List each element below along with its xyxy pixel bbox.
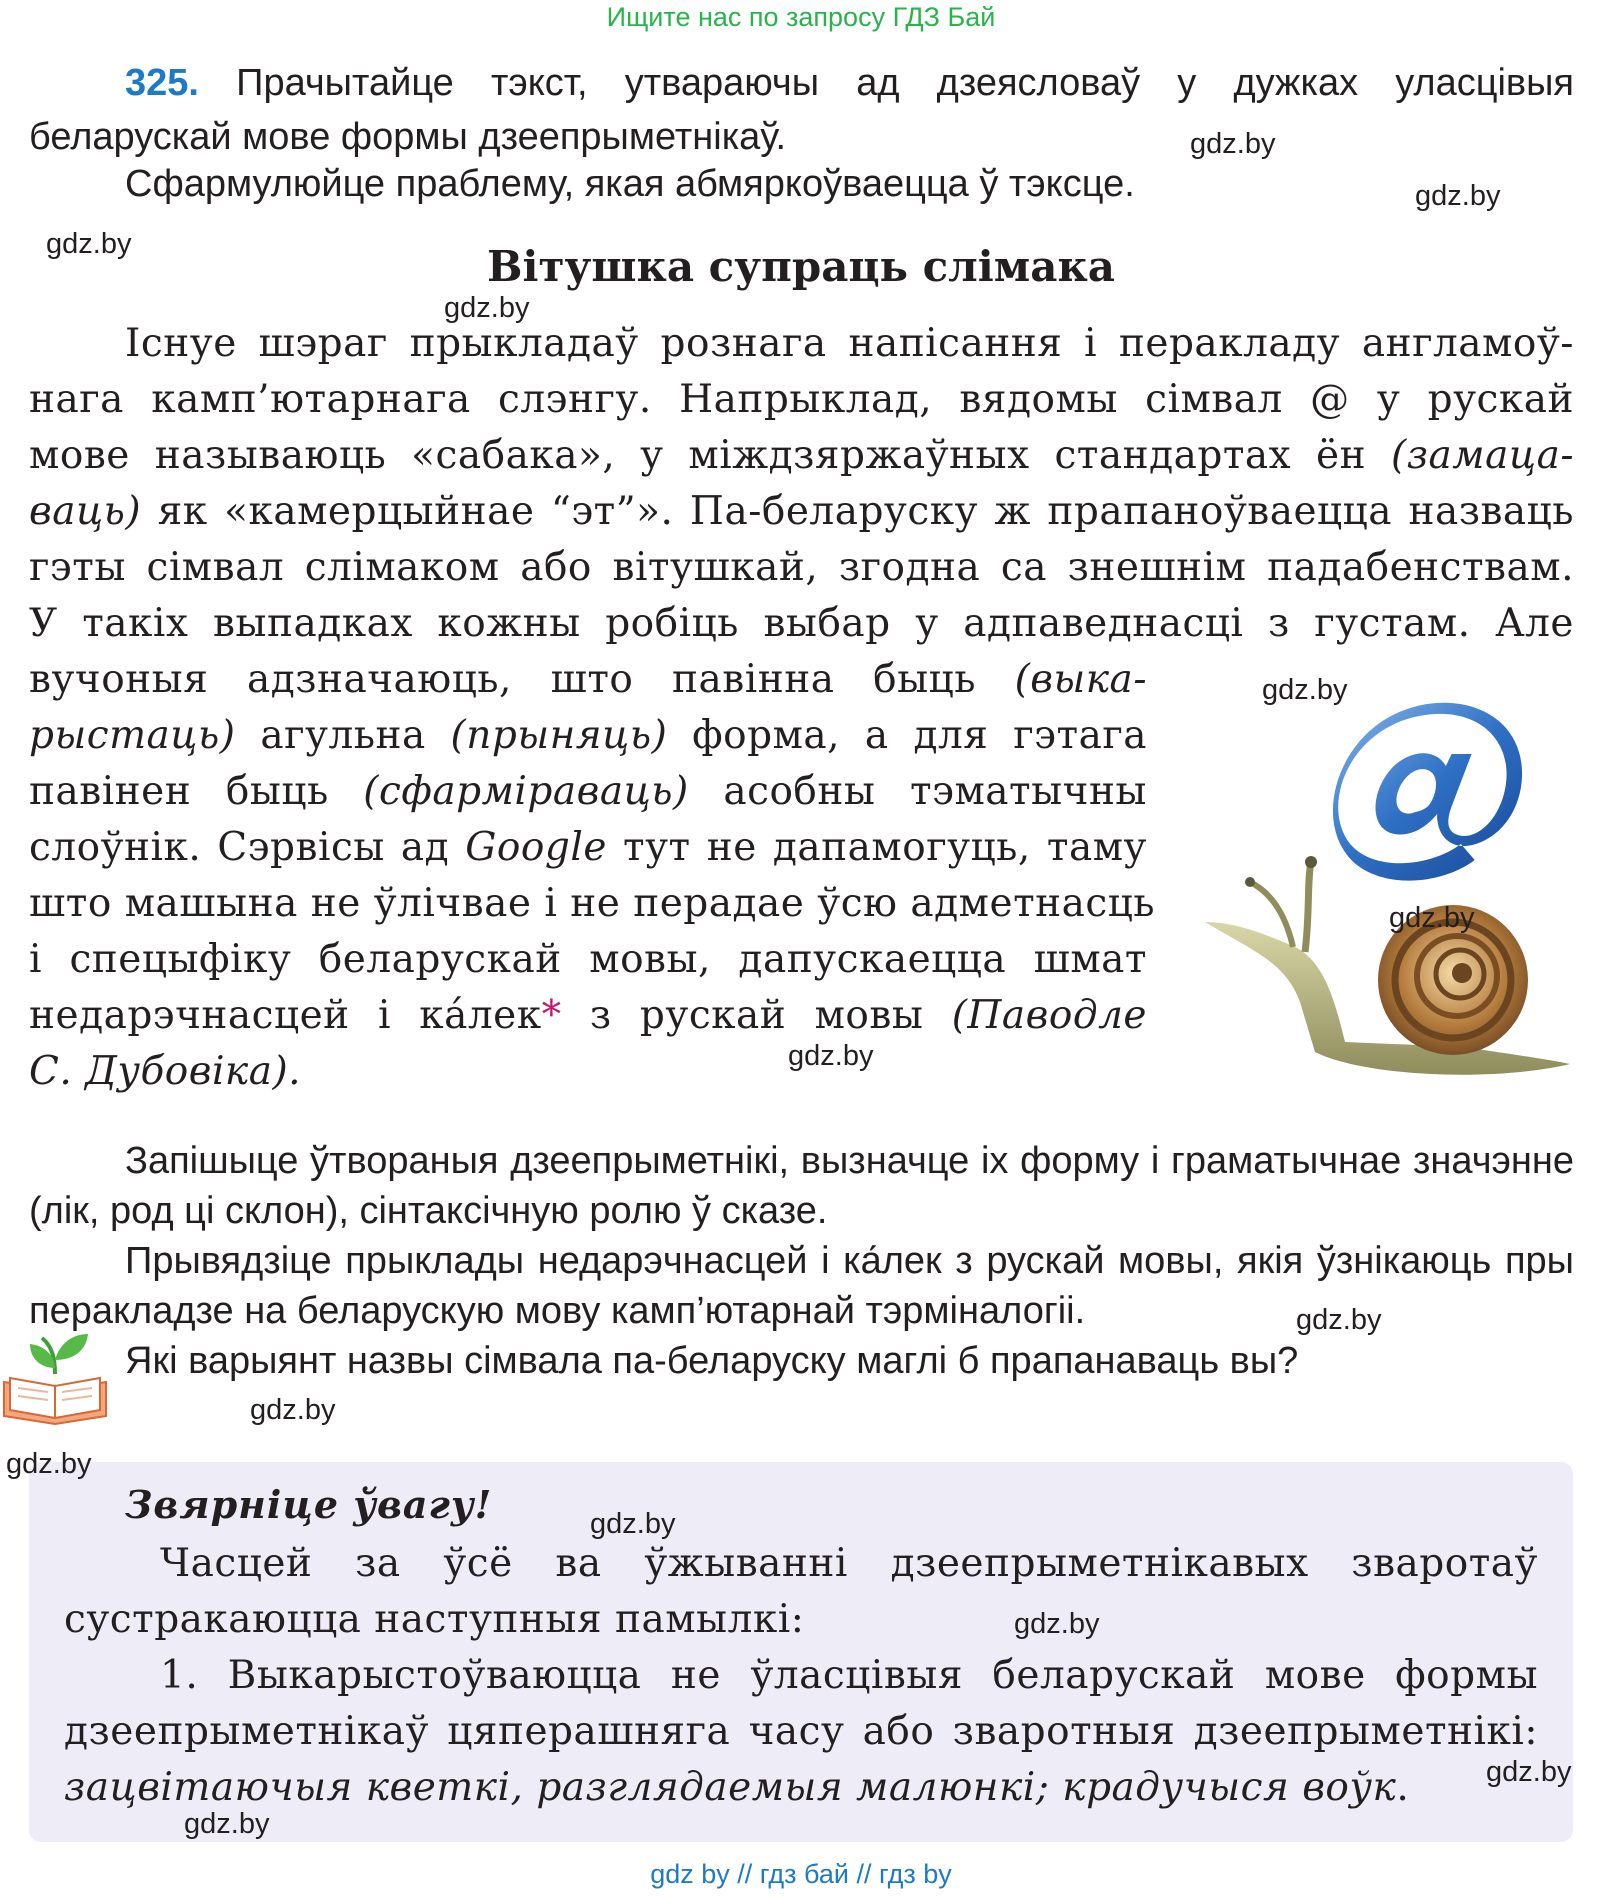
text-title: Вітушка супраць слімака xyxy=(487,242,1115,291)
watermark: gdz.by xyxy=(1415,180,1501,212)
notice-item-1: 1. Выкарыстоўваюцца не ўласцівыя беларускай мове формы дзеепрыметнікаў цяперашняга часу або зваротныя дзеепрыметнікі: зацвітаючыя кветкі, разглядаемыя малюнкі; крадучыся воўк. xyxy=(64,1653,1538,1810)
watermark: gdz.by xyxy=(1262,674,1348,706)
notice-intro: Часцей за ўсё ва ўжыванні дзеепрыметнікавых зваротаў сустракаюцца наступныя памылкі: xyxy=(64,1541,1538,1642)
snail-icon xyxy=(1195,852,1577,1092)
paragraph-line: ваць) як «камерцыйнае “эт”». Па-беларуску ж прапаноўваецца назваць xyxy=(29,489,1574,534)
notice-heading: Звярніце ўвагу! xyxy=(125,1482,493,1527)
footnote-asterisk: * xyxy=(541,993,562,1038)
watermark: gdz.by xyxy=(250,1394,336,1426)
task-instruction-1 xyxy=(29,56,1574,164)
paragraph-line: рыстаць) агульна (прыняць) форма, а для гэтага xyxy=(29,713,1148,758)
watermark: gdz.by xyxy=(1014,1608,1100,1640)
top-banner[interactable]: Ищите нас по запросу ГДЗ Бай xyxy=(606,2,996,32)
watermark: gdz.by xyxy=(590,1508,676,1540)
task-instruction-1-text: Прачытайце тэкст, утвараючы ад дзеясловаў у дужках уласцівыя беларускай мове формы дзеепрыметнікаў. xyxy=(29,62,1574,158)
paragraph-line: слоўнік. Сэрвісы ад Google тут не дапамогуць, таму xyxy=(29,825,1147,870)
paragraph-line: што машына не ўлічвае і не перадае ўсю адметнасць xyxy=(29,881,1156,926)
footer-links[interactable]: gdz by // гдз бай // гдз by xyxy=(650,1859,952,1889)
book-sprout-icon xyxy=(0,1330,110,1426)
task-instruction-2: Сфармулюйце праблему, якая абмяркоўваецца ў тэксце. xyxy=(125,163,1135,205)
paragraph-line: недарэчнасцей і ка́лек* з рускай мовы (Паводле xyxy=(29,993,1147,1038)
watermark: gdz.by xyxy=(444,292,530,324)
paragraph-line: і спецыфіку беларускай мовы, дапускаецца шмат xyxy=(29,937,1147,982)
watermark: gdz.by xyxy=(1190,128,1276,160)
watermark: gdz.by xyxy=(184,1808,270,1840)
paragraph-line: Існуе шэраг прыкладаў рознага напісання і перакладу англамоў- xyxy=(125,321,1574,366)
notice-examples: зацвітаючыя кветкі, разглядаемыя малюнкі; крадучыся воўк xyxy=(64,1765,1397,1810)
paragraph-line: нага камп’ютарнага слэнгу. Напрыклад, вядомы сімвал @ у рускай xyxy=(29,377,1574,422)
watermark: gdz.by xyxy=(788,1040,874,1072)
task-followup-1: Запішыце ўтвораныя дзеепрыметнікі, вызначце іх форму і граматычнае значэнне (лік, род ці склон), сінтаксічную ролю ў сказе. xyxy=(29,1140,1574,1232)
watermark: gdz.by xyxy=(1486,1756,1572,1788)
paragraph-narrow xyxy=(29,652,1156,1100)
paragraph-line: гэты сімвал слімаком або вітушкай, згодна са знешнім падабенствам. xyxy=(29,545,1574,590)
task-number: 325. xyxy=(125,62,199,104)
watermark: gdz.by xyxy=(46,228,132,260)
paragraph-line: вучоныя адзначаюць, што павінна быць (выка- xyxy=(29,657,1147,702)
watermark: gdz.by xyxy=(1389,902,1475,934)
task-followup-2: Прывядзіце прыклады недарэчнасцей і ка́лек з рускай мовы, якія ўзнікаюць пры перакладзе на беларускую мову камп’ютарнай тэрміналогіі. xyxy=(29,1240,1574,1332)
paragraph-full xyxy=(29,316,1574,652)
watermark: gdz.by xyxy=(1296,1304,1382,1336)
paragraph-line: мове называюць «сабака», у міждзяржаўных стандартах ён (замаца- xyxy=(29,433,1574,478)
paragraph-line: У такіх выпадках кожны робіць выбар у адпаведнасці з густам. Але xyxy=(29,601,1574,646)
watermark: gdz.by xyxy=(6,1448,92,1480)
paragraph-line: павінен быць (сфарміраваць) асобны тэматычны xyxy=(29,769,1147,814)
paragraph-line: С. Дубовіка). xyxy=(29,1049,302,1094)
task-followup-3: Які варыянт назвы сімвала па-беларуску маглі б прапанаваць вы? xyxy=(125,1340,1299,1382)
